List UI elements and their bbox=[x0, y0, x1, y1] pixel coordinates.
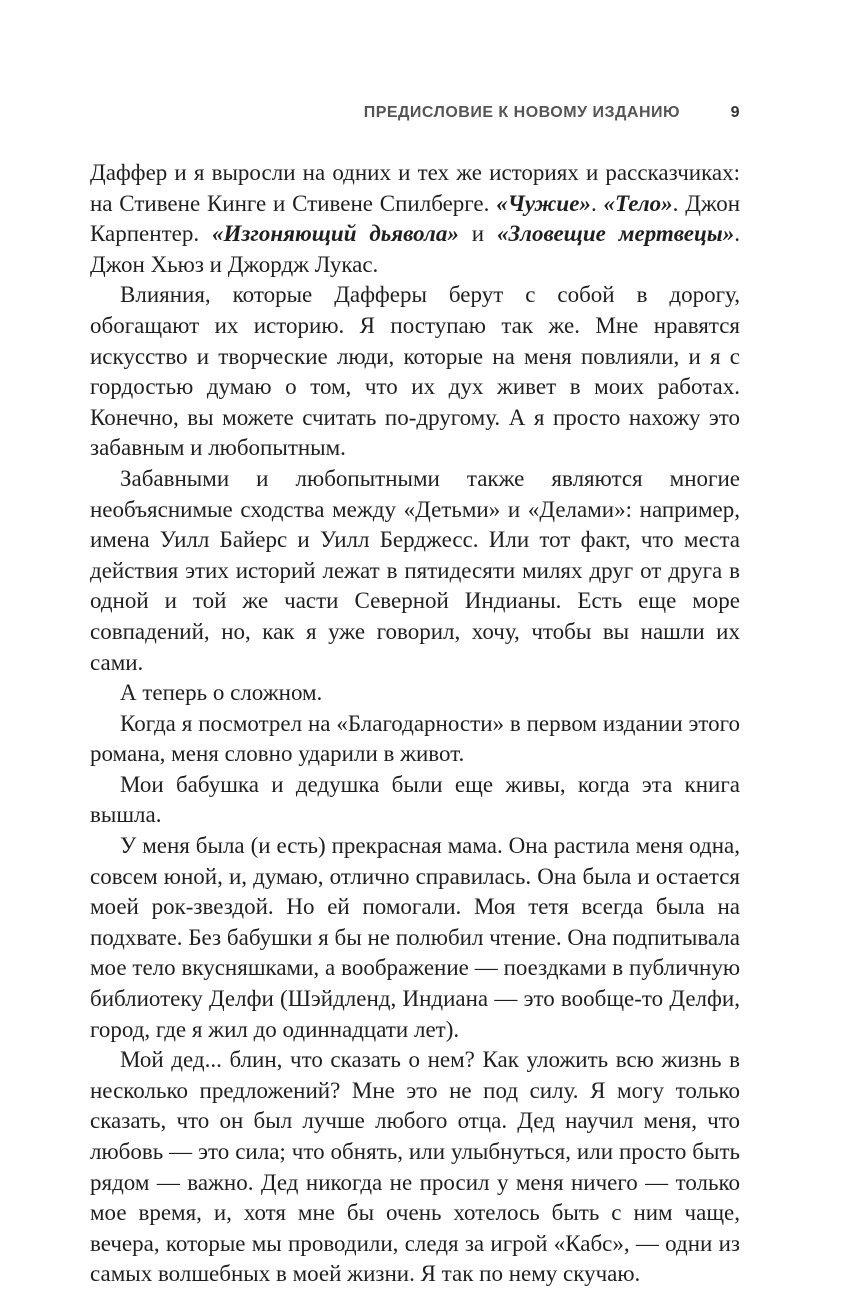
page-number: 9 bbox=[730, 104, 740, 121]
paragraph-1 bbox=[90, 158, 740, 280]
paragraph-4: А теперь о сложном. bbox=[120, 680, 323, 706]
paragraph-1-text-4: и bbox=[458, 221, 497, 247]
paragraph-6: Мои бабушка и дедушка были еще живы, когда эта книга вышла. bbox=[90, 771, 740, 828]
paragraph-2: Влияния, которые Дафферы берут с собой в дорогу, обогащают их историю. Я поступаю так же. Мне нравятся искусство и творческие люди, которые на меня повлияли, и я с гордостью думаю о том, что их дух живет в моих работах. Конечно, вы можете считать по-другому. А я просто нахожу это забавным и любопытным. bbox=[90, 282, 740, 461]
body-text bbox=[90, 158, 740, 1290]
paragraph-3: Забавными и любопытными также являются многие необъяснимые сходства между «Детьми» и «Делами»: например, имена Уилл Байерс и Уилл Берджесс. Или тот факт, что места действия этих историй лежат в пятидесяти милях друг от друга в одной и той же части Северной Индианы. Есть еще море совпадений, но, как я уже говорил, хочу, чтобы вы нашли их сами. bbox=[90, 465, 740, 675]
paragraph-5: Когда я посмотрел на «Благодарности» в первом издании этого романа, меня словно ударили в живот. bbox=[90, 710, 740, 767]
paragraph-7: У меня была (и есть) прекрасная мама. Она растила меня одна, совсем юной, и, думаю, отлично справилась. Она была и остается моей рок-звездой. Но ей помогали. Моя тетя всегда была на подхвате. Без бабушки я бы не полюбил чтение. Она подпитывала мое тело вкусняшками, а воображение — поездками в публичную библиотеку Делфи (Шэйдленд, Индиана — это вообще-то Делфи, город, где я жил до одиннадцати лет). bbox=[90, 833, 740, 1042]
title-evil-dead: «Зловещие мертвецы» bbox=[496, 221, 735, 247]
title-exorcist: «Изгоняющий дьявола» bbox=[211, 221, 459, 247]
paragraph-1-text-3: . Джон Карпентер. bbox=[90, 190, 741, 247]
title-the-body: «Тело» bbox=[603, 190, 673, 216]
running-header bbox=[90, 104, 740, 130]
paragraph-1-text-2: . bbox=[590, 190, 604, 216]
running-title: ПРЕДИСЛОВИЕ К НОВОМУ ИЗДАНИЮ bbox=[363, 104, 680, 121]
title-aliens: «Чужие» bbox=[496, 190, 591, 216]
paragraph-1-text-1: Даффер и я выросли на одних и тех же историях и рассказчиках: на Стивене Кинге и Стивене Спилберге. bbox=[90, 160, 740, 216]
paragraph-8: Мой дед... блин, что сказать о нем? Как уложить всю жизнь в несколько предложений? Мне это не под силу. Я могу только сказать, что он был лучше любого отца. Дед научил меня, что любовь — это сила; что обнять, или улыбнуться, или просто быть рядом — важно. Дед никогда не просил у меня ничего — только мое время, и, хотя мне бы очень хотелось быть с ним чаще, вечера, которые мы проводили, следя за игрой «Кабс», — одни из самых волшебных в моей жизни. Я так по нему скучаю. bbox=[90, 1047, 740, 1287]
paragraph-1-text-5: . Джон Хьюз и Джордж Лукас. bbox=[90, 221, 740, 277]
